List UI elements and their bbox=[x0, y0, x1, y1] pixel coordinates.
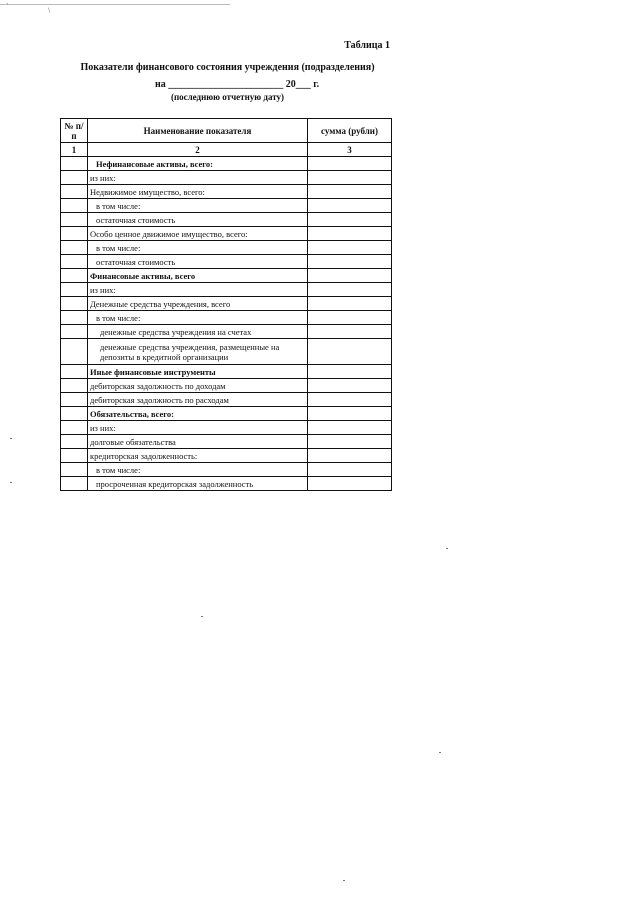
amount-cell bbox=[308, 435, 392, 449]
row-number-cell bbox=[61, 283, 88, 297]
indicator-name-cell: Финансовые активы, всего bbox=[88, 269, 308, 283]
table-row bbox=[61, 255, 392, 269]
amount-cell bbox=[308, 449, 392, 463]
row-number-cell bbox=[61, 463, 88, 477]
table-row bbox=[61, 325, 392, 339]
date-line: на _______________________ 20___ г. bbox=[155, 79, 320, 90]
indicator-name-cell: Иные финансовые инструменты bbox=[88, 365, 308, 379]
scan-mark: \ bbox=[48, 6, 51, 15]
column-number: 1 bbox=[61, 143, 88, 157]
table-label: Таблица 1 bbox=[344, 40, 390, 51]
column-number: 2 bbox=[88, 143, 308, 157]
amount-cell bbox=[308, 283, 392, 297]
amount-cell bbox=[308, 199, 392, 213]
amount-cell bbox=[308, 325, 392, 339]
table-row bbox=[61, 227, 392, 241]
indicator-name-cell: остаточная стоимость bbox=[88, 255, 308, 269]
table-row bbox=[61, 283, 392, 297]
scan-artifact-line bbox=[0, 4, 230, 5]
table-row bbox=[61, 157, 392, 171]
indicator-name-cell: из них: bbox=[88, 171, 308, 185]
row-number-cell bbox=[61, 393, 88, 407]
scan-speck bbox=[201, 616, 203, 617]
indicator-name-cell: Недвижимое имущество, всего: bbox=[88, 185, 308, 199]
row-number-cell bbox=[61, 255, 88, 269]
row-number-cell bbox=[61, 421, 88, 435]
indicator-name-cell: Обязательства, всего: bbox=[88, 407, 308, 421]
amount-cell bbox=[308, 311, 392, 325]
indicator-name-cell: остаточная стоимость bbox=[88, 213, 308, 227]
row-number-cell bbox=[61, 407, 88, 421]
row-number-cell bbox=[61, 365, 88, 379]
amount-cell bbox=[308, 421, 392, 435]
row-number-cell bbox=[61, 227, 88, 241]
indicator-name-cell: в том числе: bbox=[88, 463, 308, 477]
indicator-name-cell: дебиторская задолжность по расходам bbox=[88, 393, 308, 407]
indicator-name-cell: из них: bbox=[88, 283, 308, 297]
table-row bbox=[61, 213, 392, 227]
table-row bbox=[61, 241, 392, 255]
column-number-row bbox=[61, 143, 392, 157]
table-row bbox=[61, 365, 392, 379]
amount-cell bbox=[308, 407, 392, 421]
amount-cell bbox=[308, 365, 392, 379]
amount-cell bbox=[308, 185, 392, 199]
header-indicator-name: Наименование показателя bbox=[88, 119, 308, 143]
table-row bbox=[61, 407, 392, 421]
table-row bbox=[61, 393, 392, 407]
indicator-name-cell: долговые обязательства bbox=[88, 435, 308, 449]
row-number-cell bbox=[61, 157, 88, 171]
scan-mark: ` bbox=[6, 2, 9, 11]
table-row bbox=[61, 379, 392, 393]
row-number-cell bbox=[61, 171, 88, 185]
financial-indicators-table bbox=[60, 118, 392, 491]
table-row bbox=[61, 297, 392, 311]
row-number-cell bbox=[61, 477, 88, 491]
amount-cell bbox=[308, 297, 392, 311]
amount-cell bbox=[308, 213, 392, 227]
row-number-cell bbox=[61, 213, 88, 227]
scan-speck bbox=[10, 438, 12, 439]
header-amount: сумма (рубли) bbox=[308, 119, 392, 143]
amount-cell bbox=[308, 463, 392, 477]
amount-cell bbox=[308, 171, 392, 185]
table-row bbox=[61, 449, 392, 463]
row-number-cell bbox=[61, 449, 88, 463]
table-row bbox=[61, 199, 392, 213]
row-number-cell bbox=[61, 435, 88, 449]
amount-cell bbox=[308, 157, 392, 171]
table-row bbox=[61, 339, 392, 365]
date-hint: (последнюю отчетную дату) bbox=[170, 92, 285, 102]
document-title: Показатели финансового состояния учреждения (подразделения) bbox=[80, 62, 375, 73]
amount-cell bbox=[308, 227, 392, 241]
indicator-name-cell: дебиторская задолжность по доходам bbox=[88, 379, 308, 393]
row-number-cell bbox=[61, 379, 88, 393]
table-header-row bbox=[61, 119, 392, 143]
indicator-name-cell: денежные средства учреждения на счетах bbox=[88, 325, 308, 339]
indicator-name-cell: Нефинансовые активы, всего: bbox=[88, 157, 308, 171]
indicator-name-cell: Денежные средства учреждения, всего bbox=[88, 297, 308, 311]
amount-cell bbox=[308, 241, 392, 255]
scan-speck bbox=[446, 548, 448, 549]
table-row bbox=[61, 185, 392, 199]
indicator-name-cell: в том числе: bbox=[88, 311, 308, 325]
row-number-cell bbox=[61, 297, 88, 311]
amount-cell bbox=[308, 477, 392, 491]
amount-cell bbox=[308, 269, 392, 283]
scan-speck bbox=[439, 752, 441, 753]
table-row bbox=[61, 435, 392, 449]
scan-speck bbox=[10, 482, 12, 483]
indicator-name-cell: просроченная кредиторская задолженность bbox=[88, 477, 308, 491]
indicator-name-cell: кредиторская задолженность: bbox=[88, 449, 308, 463]
row-number-cell bbox=[61, 325, 88, 339]
table-row bbox=[61, 171, 392, 185]
row-number-cell bbox=[61, 269, 88, 283]
row-number-cell bbox=[61, 311, 88, 325]
header-number: № п/п bbox=[61, 119, 88, 143]
amount-cell bbox=[308, 393, 392, 407]
row-number-cell bbox=[61, 241, 88, 255]
amount-cell bbox=[308, 339, 392, 365]
row-number-cell bbox=[61, 339, 88, 365]
table-row bbox=[61, 463, 392, 477]
indicator-name-cell: денежные средства учреждения, размещенные на депозиты в кредитной организации bbox=[88, 339, 308, 365]
indicator-name-cell: в том числе: bbox=[88, 199, 308, 213]
amount-cell bbox=[308, 255, 392, 269]
scan-speck bbox=[343, 880, 345, 881]
row-number-cell bbox=[61, 199, 88, 213]
indicator-name-cell: из них: bbox=[88, 421, 308, 435]
indicator-name-cell: в том числе: bbox=[88, 241, 308, 255]
indicator-name-cell: Особо ценное движимое имущество, всего: bbox=[88, 227, 308, 241]
table-row bbox=[61, 421, 392, 435]
row-number-cell bbox=[61, 185, 88, 199]
table-row bbox=[61, 311, 392, 325]
table-row bbox=[61, 477, 392, 491]
amount-cell bbox=[308, 379, 392, 393]
table-row bbox=[61, 269, 392, 283]
column-number: 3 bbox=[308, 143, 392, 157]
